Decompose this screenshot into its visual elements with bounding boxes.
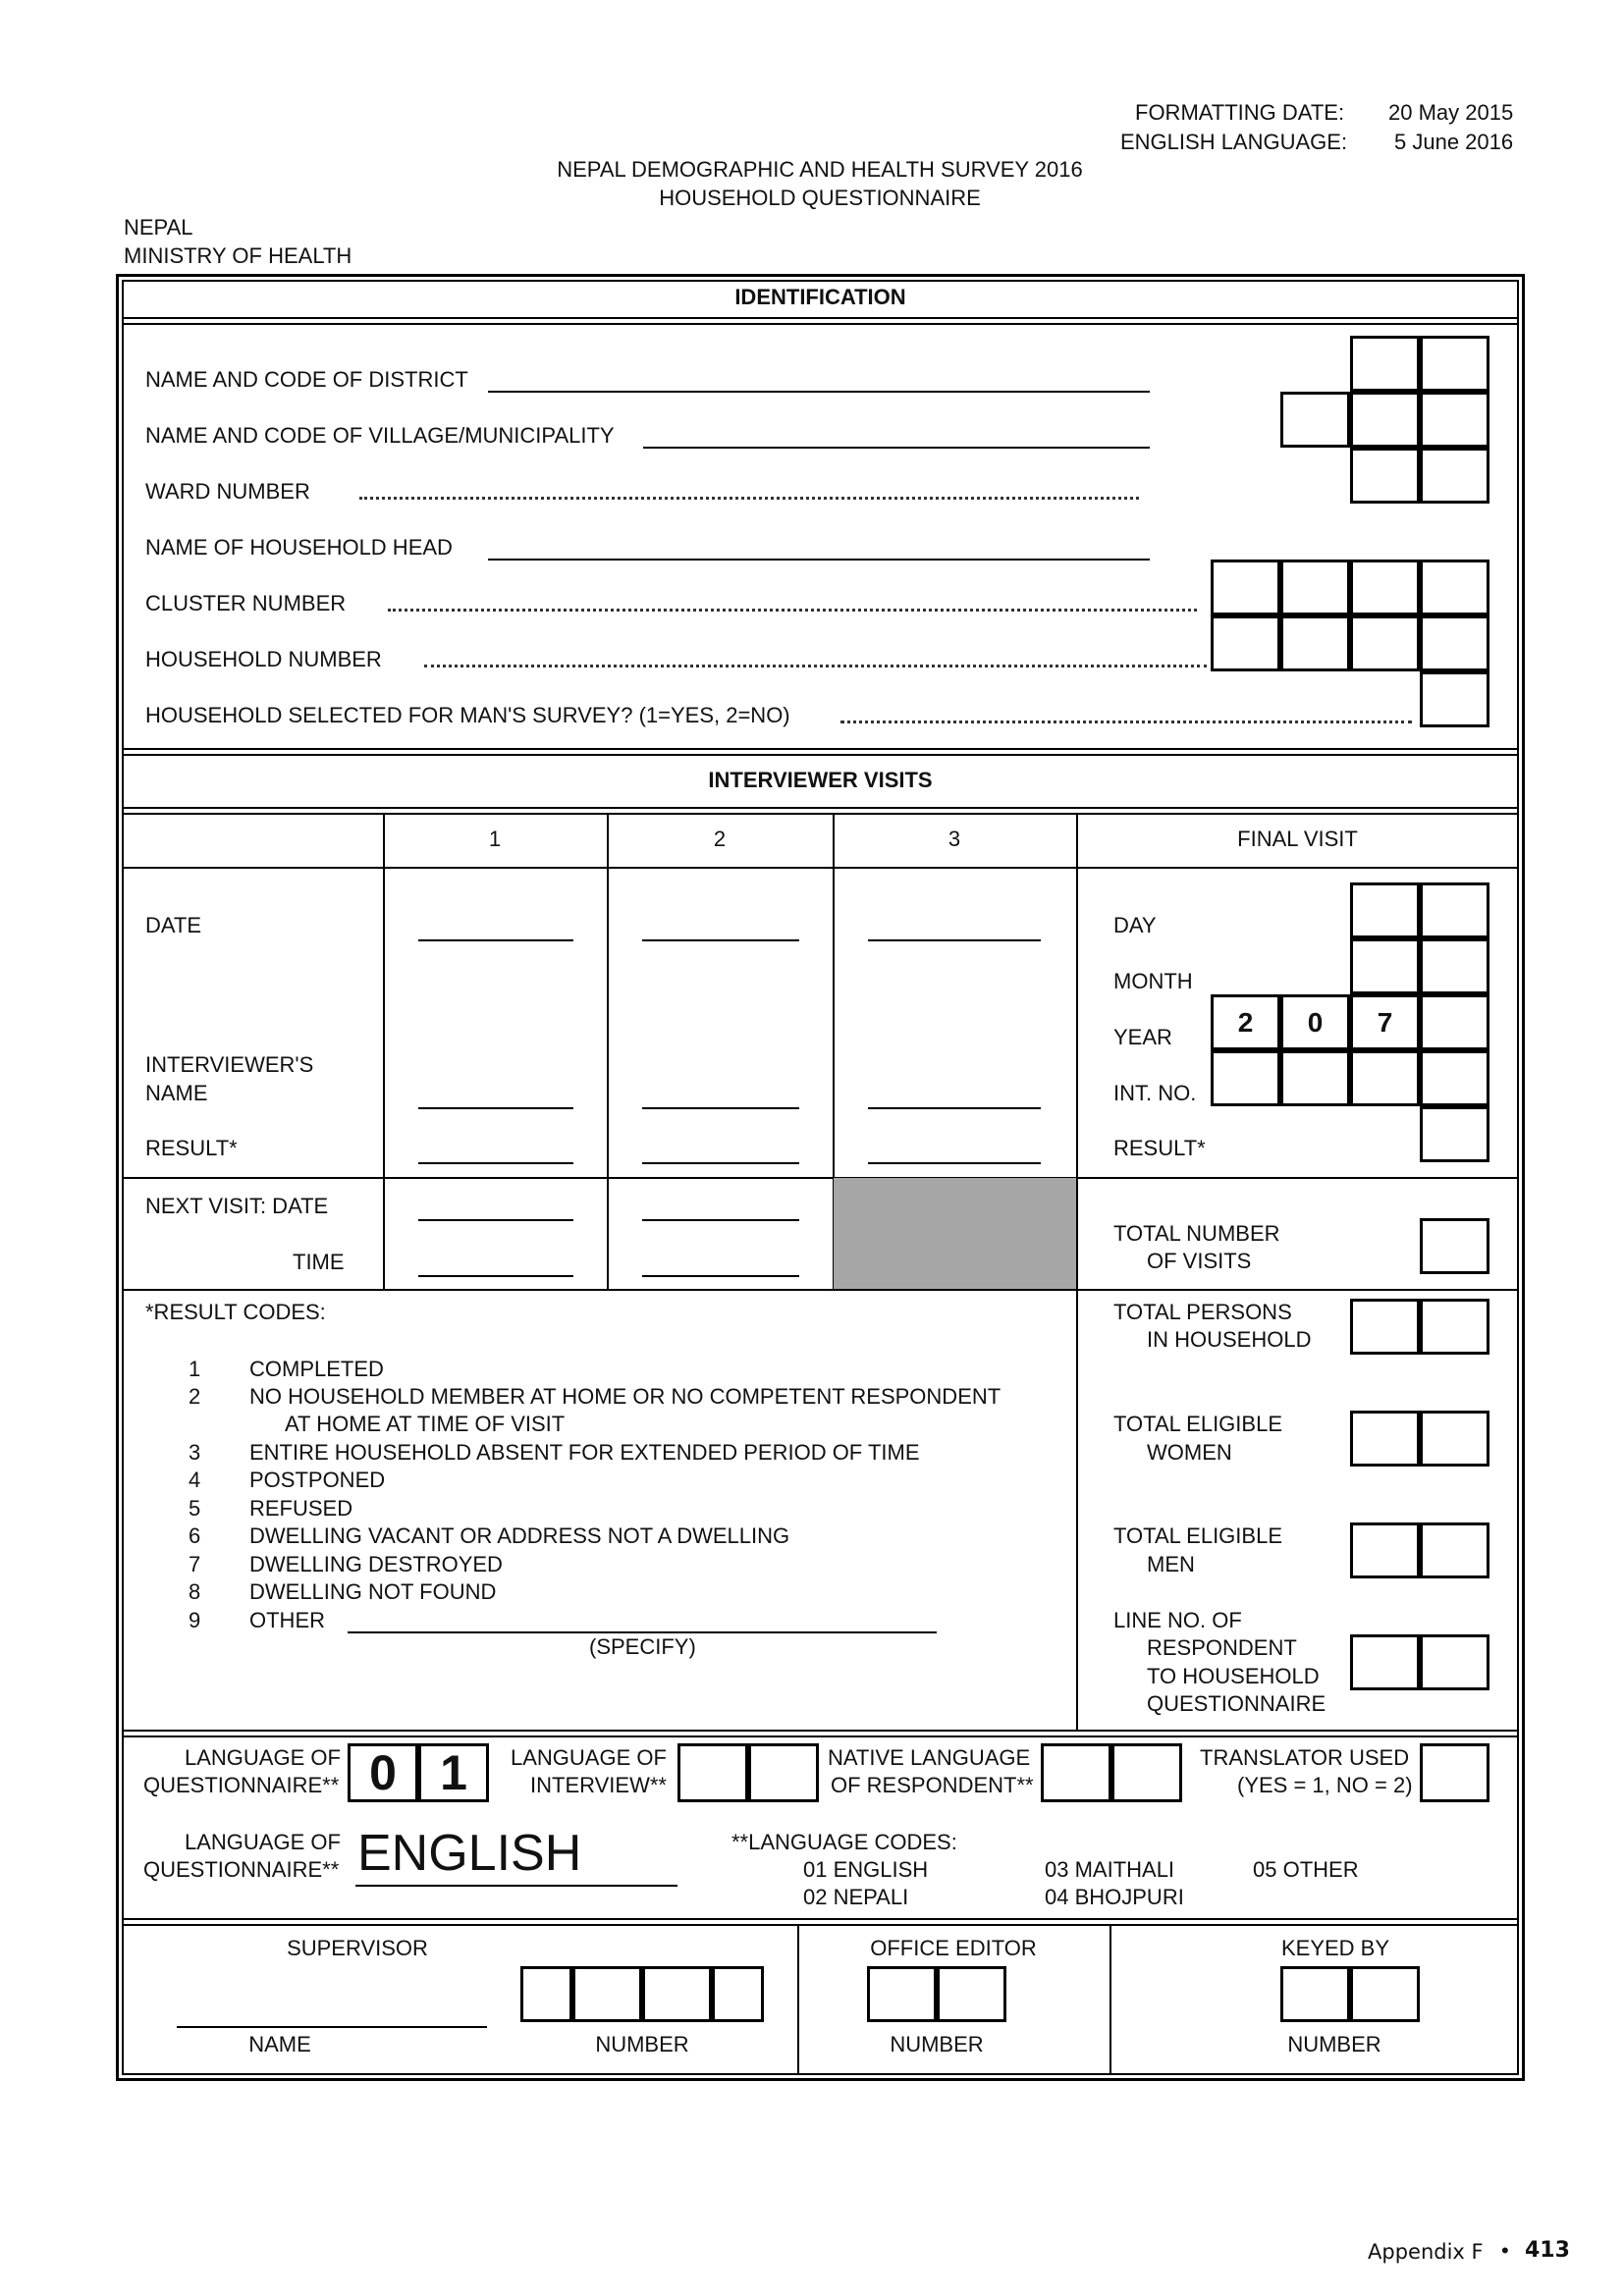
district-code-box[interactable] xyxy=(1350,336,1420,392)
total-visits-label-1: TOTAL NUMBER xyxy=(1113,1221,1280,1246)
ministry-label: MINISTRY OF HEALTH xyxy=(124,243,352,268)
final-month-label: MONTH xyxy=(1113,969,1193,993)
household-number-box[interactable] xyxy=(1211,615,1280,671)
ward-label: WARD NUMBER xyxy=(145,479,310,504)
q-lang-name-underline xyxy=(355,1885,677,1887)
total-women-label-1: TOTAL ELIGIBLE xyxy=(1113,1412,1282,1436)
supervisor-number-box[interactable] xyxy=(572,1966,642,2022)
interview-lang-label-1: LANGUAGE OF xyxy=(511,1745,667,1770)
household-number-box[interactable] xyxy=(1350,615,1420,671)
page-number: 413 xyxy=(1525,2238,1570,2263)
code-num: 7 xyxy=(189,1552,201,1576)
next-visit-1-date-field[interactable] xyxy=(418,1219,573,1221)
country-label: NEPAL xyxy=(124,215,193,240)
total-women-label-2: WOMEN xyxy=(1147,1440,1232,1465)
village-label: NAME AND CODE OF VILLAGE/MUNICIPALITY xyxy=(145,423,615,448)
code-num: 6 xyxy=(189,1523,201,1548)
code-text: ENTIRE HOUSEHOLD ABSENT FOR EXTENDED PERIOD OF TIME xyxy=(249,1440,920,1465)
code-text: OTHER xyxy=(249,1608,325,1632)
total-visits-label-2: OF VISITS xyxy=(1147,1249,1252,1273)
identification-title: IDENTIFICATION xyxy=(734,285,906,309)
visit-3-date-field[interactable] xyxy=(868,939,1041,941)
supervisor-number-box[interactable] xyxy=(520,1966,572,2022)
code-text: COMPLETED xyxy=(249,1357,384,1381)
final-int-no-box[interactable] xyxy=(1211,1050,1280,1106)
total-persons-box[interactable] xyxy=(1420,1299,1489,1355)
total-persons-label-1: TOTAL PERSONS xyxy=(1113,1300,1292,1324)
household-number-box[interactable] xyxy=(1420,615,1489,671)
cluster-number-box[interactable] xyxy=(1350,560,1420,615)
total-men-box[interactable] xyxy=(1350,1522,1420,1578)
code-num: 2 xyxy=(189,1384,201,1409)
native-lang-box[interactable] xyxy=(1111,1743,1182,1802)
keyed-by-number-box[interactable] xyxy=(1350,1966,1420,2022)
next-visit-2-date-field[interactable] xyxy=(642,1219,799,1221)
final-day-box[interactable] xyxy=(1420,882,1489,938)
total-men-box[interactable] xyxy=(1420,1522,1489,1578)
household-number-box[interactable] xyxy=(1280,615,1350,671)
code-text: DWELLING VACANT OR ADDRESS NOT A DWELLING xyxy=(249,1523,790,1548)
final-result-label: RESULT* xyxy=(1113,1136,1206,1160)
result-label: RESULT* xyxy=(145,1136,238,1160)
final-year-box[interactable] xyxy=(1420,994,1489,1050)
visit-2-result-field[interactable] xyxy=(642,1162,799,1164)
respondent-line-box[interactable] xyxy=(1350,1634,1420,1690)
final-int-no-box[interactable] xyxy=(1420,1050,1489,1106)
code-text: DWELLING DESTROYED xyxy=(249,1552,503,1576)
next-visit-2-time-field[interactable] xyxy=(642,1275,799,1277)
code-num: 9 xyxy=(189,1608,201,1632)
visit-3-result-field[interactable] xyxy=(868,1162,1041,1164)
next-visit-1-time-field[interactable] xyxy=(418,1275,573,1277)
cluster-label: CLUSTER NUMBER xyxy=(145,591,347,615)
code-num: 5 xyxy=(189,1496,201,1521)
next-visit-time-label: TIME xyxy=(293,1250,345,1274)
total-persons-box[interactable] xyxy=(1350,1299,1420,1355)
visit-1-date-field[interactable] xyxy=(418,939,573,941)
translator-label-2: (YES = 1, NO = 2) xyxy=(1237,1773,1413,1797)
specify-label: (SPECIFY) xyxy=(589,1634,696,1659)
code-num: 3 xyxy=(189,1440,201,1465)
translator-box[interactable] xyxy=(1420,1743,1489,1802)
office-editor-label: OFFICE EDITOR xyxy=(870,1936,1037,1960)
visit-2-date-field[interactable] xyxy=(642,939,799,941)
district-field[interactable] xyxy=(488,391,1150,393)
q-lang-code-box[interactable]: 1 xyxy=(418,1743,489,1802)
district-code-box[interactable] xyxy=(1420,336,1489,392)
footer-bullet: • xyxy=(1501,2238,1509,2263)
lang-code-04: 04 BHOJPURI xyxy=(1045,1885,1184,1909)
code-text: REFUSED xyxy=(249,1496,353,1521)
total-women-box[interactable] xyxy=(1420,1411,1489,1467)
code-text: NO HOUSEHOLD MEMBER AT HOME OR NO COMPETENT RESPONDENT xyxy=(249,1384,1001,1409)
supervisor-name-field[interactable] xyxy=(177,2026,487,2028)
final-int-no-label: INT. NO. xyxy=(1113,1081,1197,1105)
appendix-label: Appendix F xyxy=(1368,2240,1484,2264)
man-survey-label: HOUSEHOLD SELECTED FOR MAN'S SURVEY? (1=YES, 2=NO) xyxy=(145,703,790,727)
lang-code-03: 03 MAITHALI xyxy=(1045,1857,1175,1882)
english-language-value: 5 June 2016 xyxy=(1394,130,1514,154)
village-field[interactable] xyxy=(643,447,1150,449)
lang-code-02: 02 NEPALI xyxy=(803,1885,909,1909)
final-year-box[interactable]: 0 xyxy=(1280,994,1350,1050)
supervisor-number-box[interactable] xyxy=(642,1966,712,2022)
survey-title: NEPAL DEMOGRAPHIC AND HEALTH SURVEY 2016 xyxy=(557,157,1083,182)
final-int-no-box[interactable] xyxy=(1350,1050,1420,1106)
final-month-box[interactable] xyxy=(1420,938,1489,994)
respondent-line-label-1: LINE NO. OF xyxy=(1113,1608,1242,1632)
q-lang-label-2: QUESTIONNAIRE** xyxy=(143,1773,340,1797)
code-num: 4 xyxy=(189,1468,201,1492)
final-day-box[interactable] xyxy=(1350,882,1420,938)
visit-2-interviewer-field[interactable] xyxy=(642,1107,799,1109)
shaded-cell xyxy=(834,1178,1076,1289)
village-code-box[interactable] xyxy=(1420,392,1489,448)
code-text: DWELLING NOT FOUND xyxy=(249,1579,497,1604)
interview-lang-box[interactable] xyxy=(677,1743,748,1802)
total-men-label-1: TOTAL ELIGIBLE xyxy=(1113,1523,1282,1548)
keyed-by-number-box[interactable] xyxy=(1280,1966,1350,2022)
respondent-line-label-3: TO HOUSEHOLD xyxy=(1147,1664,1320,1688)
lang-code-01: 01 ENGLISH xyxy=(803,1857,929,1882)
code-num: 8 xyxy=(189,1579,201,1604)
other-specify-field[interactable] xyxy=(348,1631,937,1633)
supervisor-name-label: NAME xyxy=(248,2032,311,2056)
language-codes-title: **LANGUAGE CODES: xyxy=(731,1830,957,1854)
code-text: POSTPONED xyxy=(249,1468,386,1492)
result-codes-title: *RESULT CODES: xyxy=(145,1300,326,1324)
code-text: AT HOME AT TIME OF VISIT xyxy=(285,1412,566,1436)
household-head-label: NAME OF HOUSEHOLD HEAD xyxy=(145,535,453,560)
visit-col-2: 2 xyxy=(713,827,727,851)
q-lang-label-1: LANGUAGE OF xyxy=(185,1745,341,1770)
interview-lang-label-2: INTERVIEW** xyxy=(530,1773,667,1797)
cluster-number-box[interactable] xyxy=(1211,560,1280,615)
q-lang2-label-2: QUESTIONNAIRE** xyxy=(143,1857,340,1882)
total-men-label-2: MEN xyxy=(1147,1552,1195,1576)
q-lang-name: ENGLISH xyxy=(357,1825,582,1882)
visit-col-3: 3 xyxy=(947,827,961,851)
interviewer-visits-title: INTERVIEWER VISITS xyxy=(708,768,933,792)
interviewer-name-label-1: INTERVIEWER'S xyxy=(145,1052,314,1077)
keyed-by-label: KEYED BY xyxy=(1280,1936,1390,1960)
ward-number-box[interactable] xyxy=(1350,448,1420,504)
cluster-number-box[interactable] xyxy=(1280,560,1350,615)
q-lang2-label-1: LANGUAGE OF xyxy=(185,1830,341,1854)
village-code-box[interactable] xyxy=(1350,392,1420,448)
native-lang-box[interactable] xyxy=(1041,1743,1111,1802)
final-result-box[interactable] xyxy=(1420,1106,1489,1162)
respondent-line-label-4: QUESTIONNAIRE xyxy=(1147,1691,1326,1716)
village-code-box[interactable] xyxy=(1280,392,1350,448)
visit-1-result-field[interactable] xyxy=(418,1162,573,1164)
supervisor-label: SUPERVISOR xyxy=(287,1936,428,1960)
household-number-label: HOUSEHOLD NUMBER xyxy=(145,647,382,671)
code-num: 1 xyxy=(189,1357,201,1381)
office-editor-number-box[interactable] xyxy=(937,1966,1006,2022)
office-editor-number-label: NUMBER xyxy=(890,2032,984,2056)
ward-number-box[interactable] xyxy=(1420,448,1489,504)
keyed-by-number-label: NUMBER xyxy=(1287,2032,1381,2056)
formatting-date-value: 20 May 2015 xyxy=(1388,100,1514,125)
visit-col-1: 1 xyxy=(488,827,502,851)
total-persons-label-2: IN HOUSEHOLD xyxy=(1147,1327,1312,1352)
office-editor-number-box[interactable] xyxy=(867,1966,937,2022)
final-visit-header: FINAL VISIT xyxy=(1237,827,1358,851)
native-lang-label-2: OF RESPONDENT** xyxy=(831,1773,1034,1797)
household-head-field[interactable] xyxy=(488,559,1150,561)
district-label: NAME AND CODE OF DISTRICT xyxy=(145,367,468,392)
final-day-label: DAY xyxy=(1113,913,1157,937)
english-language-label: ENGLISH LANGUAGE: xyxy=(1120,130,1348,154)
interview-lang-box[interactable] xyxy=(748,1743,819,1802)
next-visit-date-label: NEXT VISIT: DATE xyxy=(145,1194,329,1218)
q-lang-code-box[interactable]: 0 xyxy=(348,1743,418,1802)
formatting-date-label: FORMATTING DATE: xyxy=(1135,100,1345,125)
cluster-number-box[interactable] xyxy=(1420,560,1489,615)
respondent-line-label-2: RESPONDENT xyxy=(1147,1635,1297,1660)
visit-3-interviewer-field[interactable] xyxy=(868,1107,1041,1109)
final-year-label: YEAR xyxy=(1113,1025,1172,1049)
native-lang-label-1: NATIVE LANGUAGE xyxy=(828,1745,1031,1770)
supervisor-number-box[interactable] xyxy=(712,1966,764,2022)
lang-code-05: 05 OTHER xyxy=(1253,1857,1359,1882)
final-year-box[interactable]: 2 xyxy=(1211,994,1280,1050)
final-month-box[interactable] xyxy=(1350,938,1420,994)
translator-label-1: TRANSLATOR USED xyxy=(1200,1745,1410,1770)
respondent-line-box[interactable] xyxy=(1420,1634,1489,1690)
date-label: DATE xyxy=(145,913,202,937)
interviewer-name-label-2: NAME xyxy=(145,1081,208,1105)
final-year-box[interactable]: 7 xyxy=(1350,994,1420,1050)
total-women-box[interactable] xyxy=(1350,1411,1420,1467)
questionnaire-title: HOUSEHOLD QUESTIONNAIRE xyxy=(659,186,981,210)
man-survey-box[interactable] xyxy=(1420,671,1489,727)
final-int-no-box[interactable] xyxy=(1280,1050,1350,1106)
supervisor-number-label: NUMBER xyxy=(595,2032,689,2056)
visit-1-interviewer-field[interactable] xyxy=(418,1107,573,1109)
total-visits-box[interactable] xyxy=(1420,1218,1489,1274)
